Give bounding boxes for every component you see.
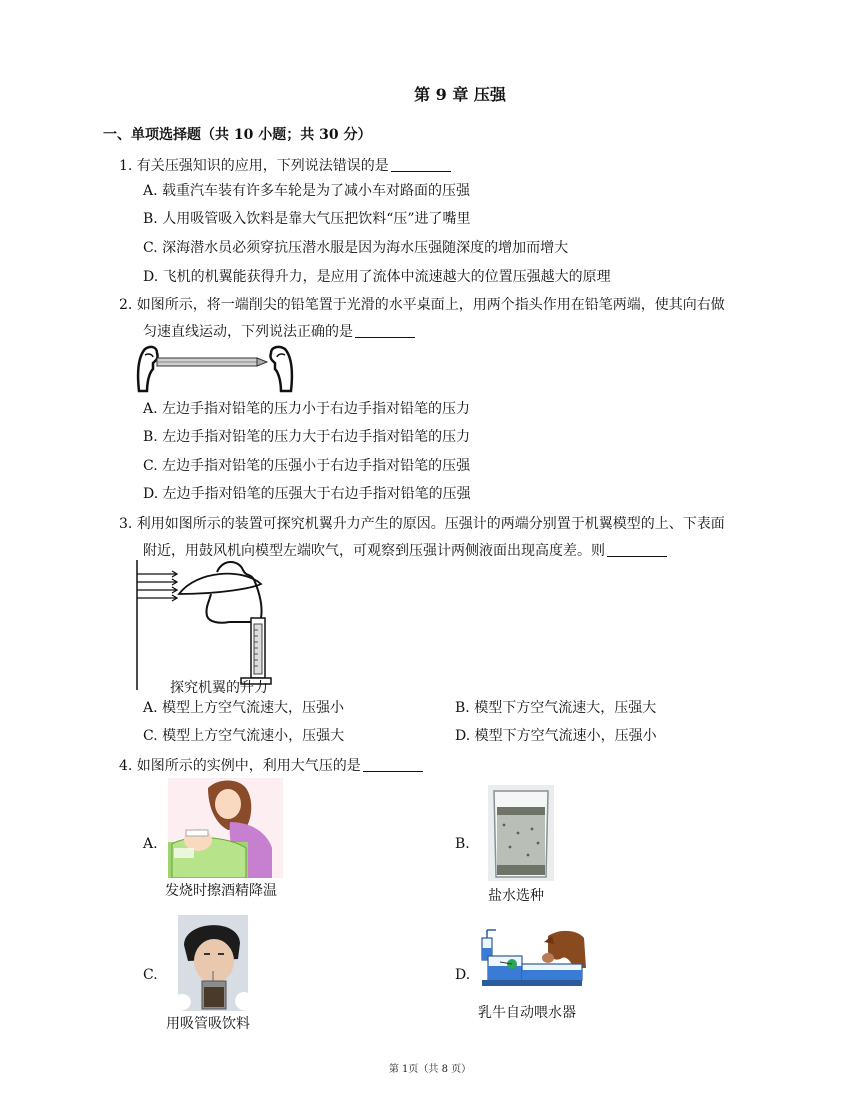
answer-blank [363, 757, 423, 772]
cow-auto-waterer-figure [478, 928, 586, 1000]
question-3-stem-line2: 附近，用鼓风机向模型左端吹气，可观察到压强计两侧液面出现高度差。则 [143, 540, 667, 560]
q1-option-c: C. 深海潜水员必须穿抗压潜水服是因为海水压强随深度的增加而增大 [143, 240, 569, 256]
section-heading: 一、单项选择题（共 10 小题；共 30 分） [103, 127, 372, 143]
salt-water-seed-selection-figure [488, 785, 554, 881]
question-2-stem-line1: 2. 如图所示，将一端削尖的铅笔置于光滑的水平桌面上，用两个指头作用在铅笔两端，使其向右做 [119, 297, 725, 313]
q3-option-c: C. 模型上方空气流速小，压强大 [143, 728, 345, 744]
q3-figure-caption: 探究机翼的升力 [170, 680, 268, 696]
pencil-fingers-figure [135, 343, 295, 393]
q4-option-c-label: C. [143, 967, 158, 983]
q2-option-b: B. 左边手指对铅笔的压力大于右边手指对铅笔的压力 [143, 429, 471, 445]
q2-option-c: C. 左边手指对铅笔的压强小于右边手指对铅笔的压强 [143, 458, 471, 474]
q1-option-d: D. 飞机的机翼能获得升力，是应用了流体中流速越大的位置压强越大的原理 [143, 269, 611, 285]
q2-option-d: D. 左边手指对铅笔的压强大于右边手指对铅笔的压强 [143, 486, 471, 502]
q3-option-a: A. 模型上方空气流速大，压强小 [143, 700, 345, 716]
question-4-stem: 4. 如图所示的实例中，利用大气压的是 [119, 755, 423, 775]
question-2-stem-line2: 匀速直线运动，下列说法正确的是 [143, 321, 415, 341]
q4-option-d-label: D. [455, 967, 471, 983]
page-title: 第 9 章 压强 [414, 85, 506, 104]
question-3-stem-line1: 3. 利用如图所示的装置可探究机翼升力产生的原因。压强计的两端分别置于机翼模型的上、下表面 [119, 516, 725, 532]
answer-blank [607, 542, 667, 557]
q1-option-a: A. 载重汽车装有许多车轮是为了减小车对路面的压强 [143, 183, 471, 199]
q4-option-a-caption: 发烧时擦酒精降温 [165, 883, 277, 899]
q4-option-a-label: A. [143, 836, 158, 852]
q4-option-b-caption: 盐水选种 [488, 888, 544, 904]
answer-blank [355, 323, 415, 338]
question-1-stem: 1. 有关压强知识的应用，下列说法错误的是 [119, 155, 451, 175]
q4-option-c-caption: 用吸管吸饮料 [166, 1016, 250, 1032]
wing-lift-apparatus-figure [135, 560, 295, 692]
q4-option-d-caption: 乳牛自动喂水器 [478, 1005, 576, 1021]
q4-option-b-label: B. [455, 836, 470, 852]
q3-option-b: B. 模型下方空气流速大，压强大 [455, 700, 657, 716]
straw-drinking-figure [178, 915, 248, 1011]
page-footer: 第 1页（共 8 页） [388, 1064, 472, 1075]
q1-option-b: B. 人用吸管吸入饮料是靠大气压把饮料“压”进了嘴里 [143, 211, 471, 227]
q3-option-d: D. 模型下方空气流速小，压强小 [455, 728, 657, 744]
q2-option-a: A. 左边手指对铅笔的压力小于右边手指对铅笔的压力 [143, 401, 471, 417]
fever-alcohol-cooling-figure [168, 778, 283, 878]
answer-blank [391, 157, 451, 172]
